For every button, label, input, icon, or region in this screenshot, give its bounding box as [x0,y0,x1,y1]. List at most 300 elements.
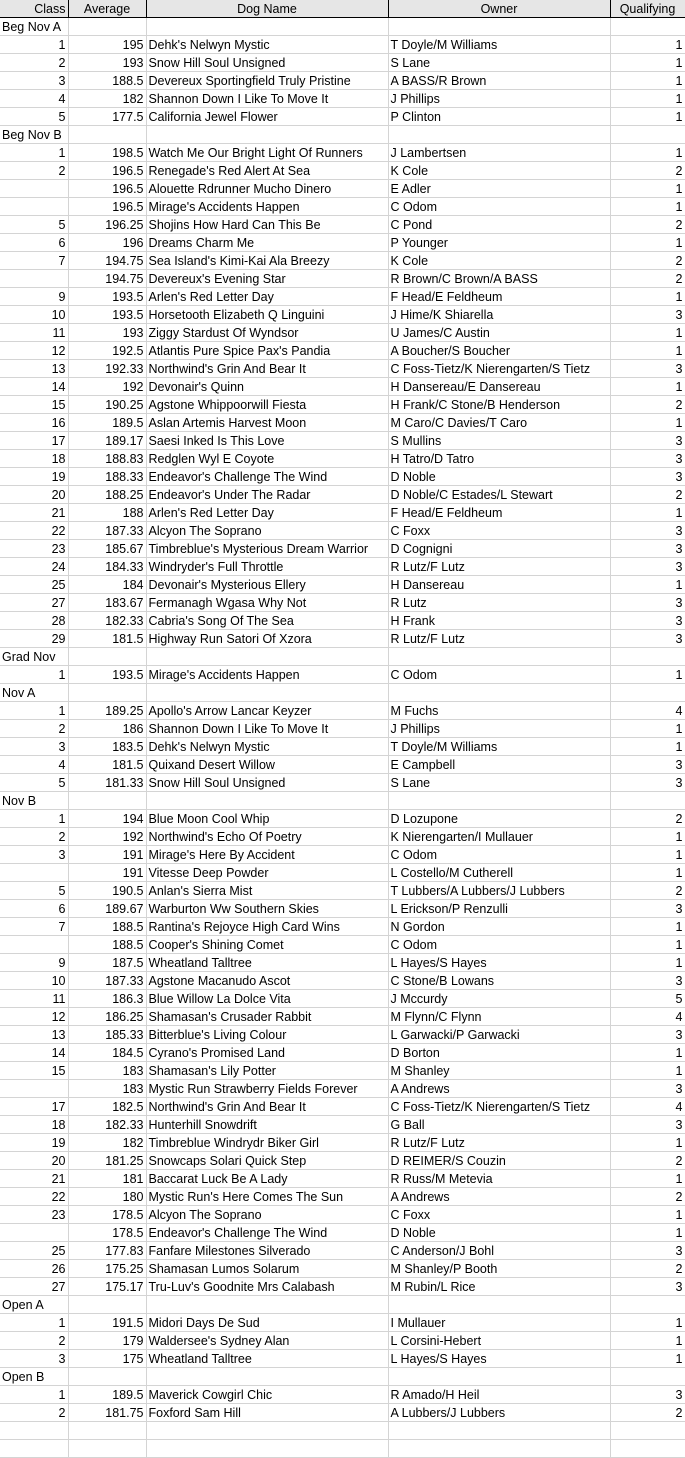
qualifying-cell[interactable]: 1 [610,378,685,396]
place-cell[interactable] [0,864,68,882]
dog-name-cell[interactable]: Dehk's Nelwyn Mystic [146,738,388,756]
dog-name-cell[interactable]: Devonair's Quinn [146,378,388,396]
dog-name-cell[interactable]: Snowcaps Solari Quick Step [146,1152,388,1170]
qualifying-cell[interactable]: 1 [610,846,685,864]
empty-cell[interactable] [388,648,610,666]
dog-name-cell[interactable]: Midori Days De Sud [146,1314,388,1332]
place-cell[interactable]: 20 [0,1152,68,1170]
qualifying-cell[interactable]: 3 [610,306,685,324]
dog-name-cell[interactable]: Sea Island's Kimi-Kai Ala Breezy [146,252,388,270]
average-cell[interactable]: 188 [68,504,146,522]
place-cell[interactable]: 11 [0,324,68,342]
class-group-label[interactable]: Nov B [0,792,68,810]
dog-name-cell[interactable]: Snow Hill Soul Unsigned [146,54,388,72]
average-cell[interactable]: 196.5 [68,162,146,180]
dog-name-cell[interactable]: Rantina's Rejoyce High Card Wins [146,918,388,936]
qualifying-cell[interactable]: 3 [610,540,685,558]
owner-cell[interactable]: C Stone/B Lowans [388,972,610,990]
dog-name-cell[interactable]: Mirage's Accidents Happen [146,198,388,216]
place-cell[interactable] [0,936,68,954]
place-cell[interactable]: 13 [0,1026,68,1044]
dog-name-cell[interactable]: Cyrano's Promised Land [146,1044,388,1062]
qualifying-cell[interactable]: 2 [610,1152,685,1170]
owner-cell[interactable]: K Cole [388,162,610,180]
place-cell[interactable]: 13 [0,360,68,378]
place-cell[interactable]: 6 [0,900,68,918]
owner-cell[interactable]: D Borton [388,1044,610,1062]
owner-cell[interactable]: C Foxx [388,522,610,540]
place-cell[interactable] [0,180,68,198]
owner-cell[interactable]: H Tatro/D Tatro [388,450,610,468]
owner-cell[interactable]: N Gordon [388,918,610,936]
qualifying-cell[interactable]: 1 [610,36,685,54]
empty-cell[interactable] [146,1422,388,1440]
owner-cell[interactable]: R Lutz/F Lutz [388,630,610,648]
owner-cell[interactable]: H Frank [388,612,610,630]
dog-name-cell[interactable]: Arlen's Red Letter Day [146,288,388,306]
dog-name-cell[interactable]: Northwind's Echo Of Poetry [146,828,388,846]
average-cell[interactable]: 177.5 [68,108,146,126]
average-cell[interactable]: 183 [68,1080,146,1098]
dog-name-cell[interactable]: Dreams Charm Me [146,234,388,252]
qualifying-cell[interactable]: 5 [610,990,685,1008]
average-cell[interactable]: 175 [68,1350,146,1368]
average-cell[interactable]: 185.33 [68,1026,146,1044]
place-cell[interactable]: 4 [0,90,68,108]
qualifying-cell[interactable]: 1 [610,1350,685,1368]
place-cell[interactable]: 19 [0,468,68,486]
owner-cell[interactable]: D REIMER/S Couzin [388,1152,610,1170]
qualifying-cell[interactable]: 2 [610,396,685,414]
place-cell[interactable]: 14 [0,378,68,396]
owner-cell[interactable]: R Brown/C Brown/A BASS [388,270,610,288]
average-cell[interactable]: 182.5 [68,1098,146,1116]
owner-cell[interactable]: P Clinton [388,108,610,126]
average-cell[interactable]: 190.5 [68,882,146,900]
qualifying-cell[interactable]: 1 [610,90,685,108]
average-cell[interactable]: 182.33 [68,1116,146,1134]
empty-cell[interactable] [388,684,610,702]
dog-name-cell[interactable]: Cooper's Shining Comet [146,936,388,954]
average-cell[interactable]: 181 [68,1170,146,1188]
place-cell[interactable]: 9 [0,954,68,972]
average-cell[interactable]: 189.5 [68,414,146,432]
place-cell[interactable]: 7 [0,252,68,270]
owner-cell[interactable]: L Garwacki/P Garwacki [388,1026,610,1044]
owner-cell[interactable]: J Mccurdy [388,990,610,1008]
place-cell[interactable]: 3 [0,846,68,864]
place-cell[interactable]: 23 [0,1206,68,1224]
owner-cell[interactable]: I Mullauer [388,1314,610,1332]
dog-name-cell[interactable]: Devereux Sportingfield Truly Pristine [146,72,388,90]
average-cell[interactable]: 180 [68,1188,146,1206]
dog-name-cell[interactable]: Fanfare Milestones Silverado [146,1242,388,1260]
place-cell[interactable]: 1 [0,144,68,162]
average-cell[interactable]: 181.5 [68,756,146,774]
average-cell[interactable]: 187.33 [68,972,146,990]
owner-cell[interactable]: H Dansereau [388,576,610,594]
average-cell[interactable]: 196.5 [68,198,146,216]
average-cell[interactable]: 192.5 [68,342,146,360]
place-cell[interactable]: 2 [0,54,68,72]
dog-name-cell[interactable]: Tru-Luv's Goodnite Mrs Calabash [146,1278,388,1296]
owner-cell[interactable]: A BASS/R Brown [388,72,610,90]
owner-cell[interactable]: F Head/E Feldheum [388,288,610,306]
owner-cell[interactable]: C Anderson/J Bohl [388,1242,610,1260]
place-cell[interactable]: 1 [0,666,68,684]
empty-cell[interactable] [388,126,610,144]
average-cell[interactable]: 191.5 [68,1314,146,1332]
dog-name-cell[interactable]: Shamasan Lumos Solarum [146,1260,388,1278]
place-cell[interactable]: 29 [0,630,68,648]
qualifying-cell[interactable]: 1 [610,180,685,198]
owner-cell[interactable]: D Noble [388,468,610,486]
owner-cell[interactable]: E Adler [388,180,610,198]
average-cell[interactable]: 191 [68,864,146,882]
place-cell[interactable]: 28 [0,612,68,630]
dog-name-cell[interactable]: Bitterblue's Living Colour [146,1026,388,1044]
empty-cell[interactable] [146,1440,388,1458]
average-cell[interactable]: 183 [68,1062,146,1080]
qualifying-cell[interactable]: 2 [610,216,685,234]
qualifying-cell[interactable]: 2 [610,1260,685,1278]
qualifying-cell[interactable]: 3 [610,522,685,540]
qualifying-cell[interactable]: 3 [610,1242,685,1260]
average-cell[interactable]: 188.5 [68,918,146,936]
empty-cell[interactable] [610,792,685,810]
dog-name-cell[interactable]: Dehk's Nelwyn Mystic [146,36,388,54]
dog-name-cell[interactable]: Blue Willow La Dolce Vita [146,990,388,1008]
place-cell[interactable]: 17 [0,432,68,450]
empty-cell[interactable] [146,1368,388,1386]
qualifying-cell[interactable]: 1 [610,864,685,882]
owner-cell[interactable]: D Noble [388,1224,610,1242]
place-cell[interactable]: 4 [0,756,68,774]
qualifying-cell[interactable]: 1 [610,54,685,72]
owner-cell[interactable]: D Cognigni [388,540,610,558]
dog-name-cell[interactable]: Devereux's Evening Star [146,270,388,288]
average-cell[interactable]: 184.5 [68,1044,146,1062]
qualifying-cell[interactable]: 3 [610,1080,685,1098]
qualifying-cell[interactable]: 1 [610,504,685,522]
dog-name-cell[interactable]: Blue Moon Cool Whip [146,810,388,828]
dog-name-cell[interactable]: Saesi Inked Is This Love [146,432,388,450]
dog-name-cell[interactable]: Devonair's Mysterious Ellery [146,576,388,594]
average-cell[interactable]: 192 [68,828,146,846]
average-cell[interactable]: 183.67 [68,594,146,612]
qualifying-cell[interactable]: 3 [610,972,685,990]
place-cell[interactable]: 5 [0,216,68,234]
qualifying-cell[interactable]: 1 [610,198,685,216]
owner-cell[interactable]: F Head/E Feldheum [388,504,610,522]
place-cell[interactable]: 21 [0,1170,68,1188]
average-cell[interactable]: 186.25 [68,1008,146,1026]
average-cell[interactable]: 193.5 [68,306,146,324]
qualifying-cell[interactable]: 3 [610,1116,685,1134]
class-group-label[interactable]: Beg Nov B [0,126,68,144]
qualifying-cell[interactable]: 2 [610,1188,685,1206]
place-cell[interactable]: 10 [0,972,68,990]
qualifying-cell[interactable]: 1 [610,1170,685,1188]
owner-cell[interactable]: M Caro/C Davies/T Caro [388,414,610,432]
dog-name-cell[interactable]: Endeavor's Challenge The Wind [146,468,388,486]
owner-cell[interactable]: H Frank/C Stone/B Henderson [388,396,610,414]
owner-cell[interactable]: J Phillips [388,720,610,738]
empty-cell[interactable] [68,126,146,144]
average-cell[interactable]: 193.5 [68,288,146,306]
empty-cell[interactable] [388,1368,610,1386]
empty-cell[interactable] [146,648,388,666]
empty-cell[interactable] [388,1440,610,1458]
average-cell[interactable]: 182.33 [68,612,146,630]
average-cell[interactable]: 182 [68,90,146,108]
owner-cell[interactable]: L Corsini-Hebert [388,1332,610,1350]
average-cell[interactable]: 187.5 [68,954,146,972]
dog-name-cell[interactable]: Apollo's Arrow Lancar Keyzer [146,702,388,720]
dog-name-cell[interactable]: Watch Me Our Bright Light Of Runners [146,144,388,162]
average-cell[interactable]: 189.67 [68,900,146,918]
owner-cell[interactable]: A Andrews [388,1080,610,1098]
average-cell[interactable]: 181.33 [68,774,146,792]
qualifying-cell[interactable]: 4 [610,1098,685,1116]
qualifying-cell[interactable]: 1 [610,828,685,846]
owner-cell[interactable]: R Amado/H Heil [388,1386,610,1404]
place-cell[interactable]: 5 [0,108,68,126]
qualifying-cell[interactable]: 4 [610,702,685,720]
qualifying-cell[interactable]: 1 [610,1044,685,1062]
owner-cell[interactable]: G Ball [388,1116,610,1134]
qualifying-cell[interactable]: 1 [610,666,685,684]
empty-cell[interactable] [146,1296,388,1314]
average-cell[interactable]: 192 [68,378,146,396]
average-cell[interactable]: 195 [68,36,146,54]
header-owner[interactable]: Owner [388,0,610,18]
qualifying-cell[interactable]: 1 [610,918,685,936]
owner-cell[interactable]: D Lozupone [388,810,610,828]
place-cell[interactable]: 2 [0,828,68,846]
owner-cell[interactable]: R Lutz/F Lutz [388,1134,610,1152]
average-cell[interactable]: 190.25 [68,396,146,414]
place-cell[interactable] [0,270,68,288]
qualifying-cell[interactable]: 2 [610,810,685,828]
empty-cell[interactable] [388,1422,610,1440]
average-cell[interactable]: 189.25 [68,702,146,720]
place-cell[interactable]: 25 [0,1242,68,1260]
owner-cell[interactable]: L Hayes/S Hayes [388,954,610,972]
dog-name-cell[interactable]: Endeavor's Under The Radar [146,486,388,504]
average-cell[interactable]: 182 [68,1134,146,1152]
dog-name-cell[interactable]: Mirage's Here By Accident [146,846,388,864]
qualifying-cell[interactable]: 1 [610,342,685,360]
dog-name-cell[interactable]: Redglen Wyl E Coyote [146,450,388,468]
dog-name-cell[interactable]: Mystic Run Strawberry Fields Forever [146,1080,388,1098]
owner-cell[interactable]: J Lambertsen [388,144,610,162]
empty-cell[interactable] [146,18,388,36]
average-cell[interactable]: 194 [68,810,146,828]
dog-name-cell[interactable]: Fermanagh Wgasa Why Not [146,594,388,612]
owner-cell[interactable]: J Hime/K Shiarella [388,306,610,324]
average-cell[interactable]: 193 [68,54,146,72]
owner-cell[interactable]: T Doyle/M Williams [388,36,610,54]
dog-name-cell[interactable]: Wheatland Talltree [146,954,388,972]
empty-cell[interactable] [610,1422,685,1440]
qualifying-cell[interactable]: 3 [610,756,685,774]
owner-cell[interactable]: R Lutz [388,594,610,612]
place-cell[interactable]: 1 [0,702,68,720]
owner-cell[interactable]: M Shanley/P Booth [388,1260,610,1278]
qualifying-cell[interactable]: 1 [610,1062,685,1080]
average-cell[interactable]: 175.17 [68,1278,146,1296]
owner-cell[interactable]: C Foss-Tietz/K Nierengarten/S Tietz [388,360,610,378]
owner-cell[interactable]: H Dansereau/E Dansereau [388,378,610,396]
place-cell[interactable]: 18 [0,450,68,468]
owner-cell[interactable]: U James/C Austin [388,324,610,342]
place-cell[interactable]: 20 [0,486,68,504]
dog-name-cell[interactable]: California Jewel Flower [146,108,388,126]
place-cell[interactable]: 22 [0,1188,68,1206]
dog-name-cell[interactable]: Northwind's Grin And Bear It [146,360,388,378]
qualifying-cell[interactable]: 1 [610,414,685,432]
owner-cell[interactable]: C Odom [388,846,610,864]
class-group-label[interactable]: Grad Nov [0,648,68,666]
dog-name-cell[interactable]: Waldersee's Sydney Alan [146,1332,388,1350]
average-cell[interactable]: 178.5 [68,1206,146,1224]
place-cell[interactable]: 2 [0,162,68,180]
dog-name-cell[interactable]: Ziggy Stardust Of Wyndsor [146,324,388,342]
dog-name-cell[interactable]: Mystic Run's Here Comes The Sun [146,1188,388,1206]
place-cell[interactable]: 24 [0,558,68,576]
qualifying-cell[interactable]: 1 [610,738,685,756]
place-cell[interactable]: 12 [0,342,68,360]
dog-name-cell[interactable]: Horsetooth Elizabeth Q Linguini [146,306,388,324]
empty-cell[interactable] [68,1440,146,1458]
empty-cell[interactable] [610,648,685,666]
dog-name-cell[interactable]: Alcyon The Soprano [146,522,388,540]
dog-name-cell[interactable]: Shojins How Hard Can This Be [146,216,388,234]
qualifying-cell[interactable]: 3 [610,774,685,792]
qualifying-cell[interactable]: 1 [610,1314,685,1332]
average-cell[interactable]: 188.33 [68,468,146,486]
qualifying-cell[interactable]: 3 [610,1026,685,1044]
empty-cell[interactable] [610,1296,685,1314]
owner-cell[interactable]: M Flynn/C Flynn [388,1008,610,1026]
place-cell[interactable]: 1 [0,36,68,54]
place-cell[interactable]: 21 [0,504,68,522]
owner-cell[interactable]: C Odom [388,936,610,954]
place-cell[interactable]: 3 [0,1350,68,1368]
qualifying-cell[interactable]: 1 [610,324,685,342]
qualifying-cell[interactable]: 3 [610,1386,685,1404]
average-cell[interactable]: 188.83 [68,450,146,468]
dog-name-cell[interactable]: Shannon Down I Like To Move It [146,720,388,738]
owner-cell[interactable]: A Lubbers/J Lubbers [388,1404,610,1422]
average-cell[interactable]: 183.5 [68,738,146,756]
dog-name-cell[interactable]: Anlan's Sierra Mist [146,882,388,900]
qualifying-cell[interactable]: 1 [610,1206,685,1224]
place-cell[interactable]: 15 [0,1062,68,1080]
owner-cell[interactable]: C Odom [388,666,610,684]
dog-name-cell[interactable]: Cabria's Song Of The Sea [146,612,388,630]
dog-name-cell[interactable]: Foxford Sam Hill [146,1404,388,1422]
qualifying-cell[interactable]: 3 [610,1278,685,1296]
empty-cell[interactable] [388,18,610,36]
dog-name-cell[interactable]: Shannon Down I Like To Move It [146,90,388,108]
owner-cell[interactable]: D Noble/C Estades/L Stewart [388,486,610,504]
place-cell[interactable] [0,1080,68,1098]
qualifying-cell[interactable]: 1 [610,954,685,972]
average-cell[interactable]: 181.5 [68,630,146,648]
average-cell[interactable]: 194.75 [68,270,146,288]
empty-cell[interactable] [610,18,685,36]
dog-name-cell[interactable]: Atlantis Pure Spice Pax's Pandia [146,342,388,360]
qualifying-cell[interactable]: 2 [610,270,685,288]
empty-cell[interactable] [146,684,388,702]
owner-cell[interactable]: M Rubin/L Rice [388,1278,610,1296]
qualifying-cell[interactable]: 1 [610,1134,685,1152]
place-cell[interactable] [0,198,68,216]
dog-name-cell[interactable]: Shamasan's Crusader Rabbit [146,1008,388,1026]
empty-cell[interactable] [610,1440,685,1458]
empty-cell[interactable] [68,18,146,36]
place-cell[interactable]: 10 [0,306,68,324]
place-cell[interactable]: 5 [0,774,68,792]
average-cell[interactable]: 181.25 [68,1152,146,1170]
place-cell[interactable]: 2 [0,720,68,738]
qualifying-cell[interactable]: 4 [610,1008,685,1026]
owner-cell[interactable]: L Hayes/S Hayes [388,1350,610,1368]
dog-name-cell[interactable]: Windryder's Full Throttle [146,558,388,576]
dog-name-cell[interactable]: Alouette Rdrunner Mucho Dinero [146,180,388,198]
dog-name-cell[interactable]: Snow Hill Soul Unsigned [146,774,388,792]
dog-name-cell[interactable]: Endeavor's Challenge The Wind [146,1224,388,1242]
empty-cell[interactable] [610,126,685,144]
dog-name-cell[interactable]: Vitesse Deep Powder [146,864,388,882]
owner-cell[interactable]: L Costello/M Cutherell [388,864,610,882]
dog-name-cell[interactable]: Aslan Artemis Harvest Moon [146,414,388,432]
empty-cell[interactable] [0,1422,68,1440]
average-cell[interactable]: 185.67 [68,540,146,558]
owner-cell[interactable]: T Lubbers/A Lubbers/J Lubbers [388,882,610,900]
average-cell[interactable]: 179 [68,1332,146,1350]
qualifying-cell[interactable]: 3 [610,450,685,468]
place-cell[interactable]: 18 [0,1116,68,1134]
average-cell[interactable]: 193 [68,324,146,342]
place-cell[interactable]: 9 [0,288,68,306]
dog-name-cell[interactable]: Renegade's Red Alert At Sea [146,162,388,180]
header-average[interactable]: Average [68,0,146,18]
average-cell[interactable]: 188.5 [68,936,146,954]
average-cell[interactable]: 196 [68,234,146,252]
place-cell[interactable]: 3 [0,738,68,756]
qualifying-cell[interactable]: 1 [610,576,685,594]
dog-name-cell[interactable]: Baccarat Luck Be A Lady [146,1170,388,1188]
owner-cell[interactable]: S Lane [388,54,610,72]
owner-cell[interactable]: S Mullins [388,432,610,450]
average-cell[interactable]: 184.33 [68,558,146,576]
owner-cell[interactable]: R Lutz/F Lutz [388,558,610,576]
average-cell[interactable]: 189.5 [68,1386,146,1404]
dog-name-cell[interactable]: Mirage's Accidents Happen [146,666,388,684]
average-cell[interactable]: 191 [68,846,146,864]
empty-cell[interactable] [388,792,610,810]
qualifying-cell[interactable]: 2 [610,1404,685,1422]
qualifying-cell[interactable]: 1 [610,72,685,90]
average-cell[interactable]: 193.5 [68,666,146,684]
empty-cell[interactable] [388,1296,610,1314]
dog-name-cell[interactable]: Agstone Whippoorwill Fiesta [146,396,388,414]
qualifying-cell[interactable]: 3 [610,594,685,612]
qualifying-cell[interactable]: 1 [610,720,685,738]
